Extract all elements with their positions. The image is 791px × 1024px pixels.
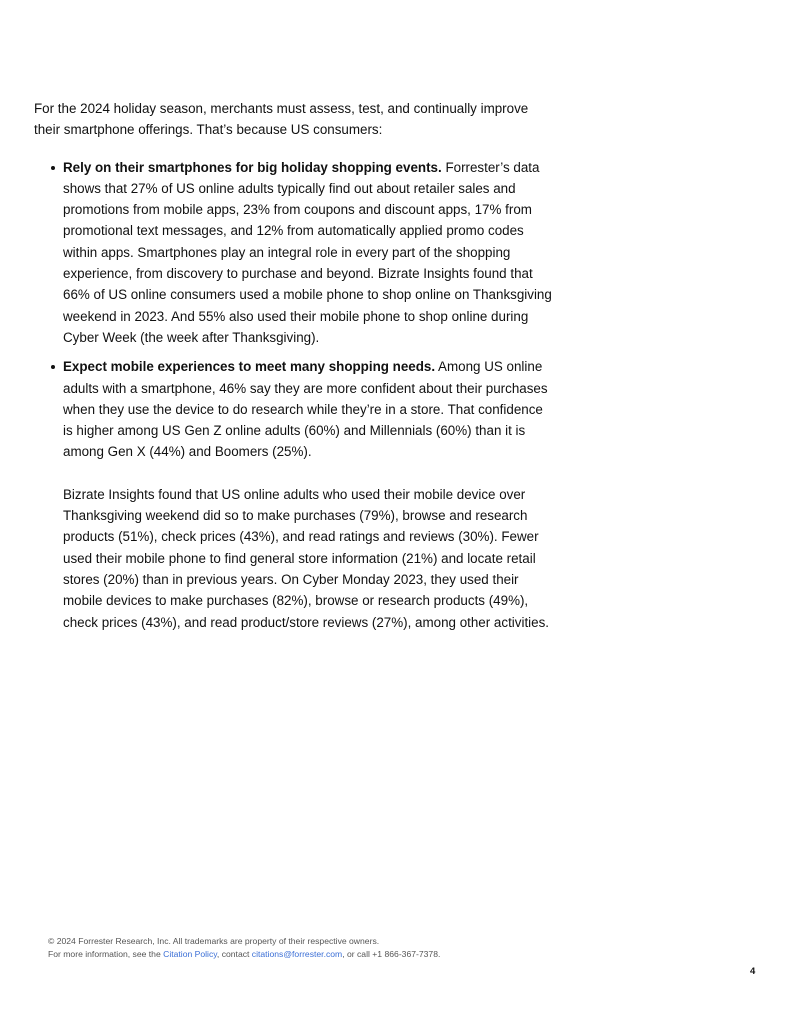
bullet-lead: Expect mobile experiences to meet many shopping needs. — [63, 359, 436, 375]
bullet-list — [34, 157, 554, 633]
bullet-paragraph — [63, 157, 554, 349]
contact-info — [48, 948, 440, 961]
bullet-paragraph — [63, 356, 554, 462]
page-number: 4 — [750, 966, 756, 977]
bullet-item-mobile-experiences — [34, 356, 554, 633]
contact-middle: , contact — [216, 949, 252, 959]
bullet-dot-icon — [51, 365, 55, 369]
contact-prefix: For more information, see the — [48, 949, 164, 959]
contact-suffix: , or call +1 866-367-7378. — [342, 949, 441, 959]
bullet-lead: Rely on their smartphones for big holiday shopping events. — [63, 159, 442, 175]
bullet-text: Forrester’s data shows that 27% of US online adults typically find out about retailer sales and promotions from mobile apps, 23% from coupons and discount apps, 17% from promotional text messages, and 12% from automatically applied promo codes within apps. Smartphones play an integral role in every part of the shopping experience, from discovery to purchase and beyond. Bizrate Insights found that 66% of US online consumers used a mobile phone to shop online on Thanksgiving weekend in 2023. And 55% also used their mobile phone to shop online during Cyber Week (the week after Thanksgiving). — [63, 159, 552, 345]
document-body — [34, 98, 554, 641]
bullet-item-smartphones — [34, 157, 554, 349]
citation-policy-link[interactable]: Citation Policy — [163, 949, 217, 959]
copyright-notice: © 2024 Forrester Research, Inc. All trademarks are property of their respective owners. — [48, 936, 380, 946]
intro-paragraph: For the 2024 holiday season, merchants must assess, test, and continually improve their smartphone offerings. That’s because US consumers: — [34, 101, 529, 138]
bullet-dot-icon — [51, 166, 55, 170]
page-footer — [48, 935, 440, 961]
citations-email-link[interactable]: citations@forrester.com — [251, 949, 343, 959]
bullet-text: Among US online adults with a smartphone, 46% say they are more confident about their purchases when they use the device to do research while they’re in a store. That confidence is higher among US Gen Z online adults (60%) and Millennials (60%) than it is among Gen X (44%) and Boomers (25%). — [63, 359, 548, 460]
bullet-sub-paragraph: Bizrate Insights found that US online adults who used their mobile device over Thanksgiving weekend did so to make purchases (79%), browse and research products (51%), check prices (43%), and read ratings and reviews (30%). Fewer used their mobile phone to find general store information (21%) and locate retail stores (20%) than in previous years. On Cyber Monday 2023, they used their mobile devices to make purchases (82%), browse or research products (49%), check prices (43%), and read product/store reviews (27%), among other activities. — [63, 486, 549, 630]
